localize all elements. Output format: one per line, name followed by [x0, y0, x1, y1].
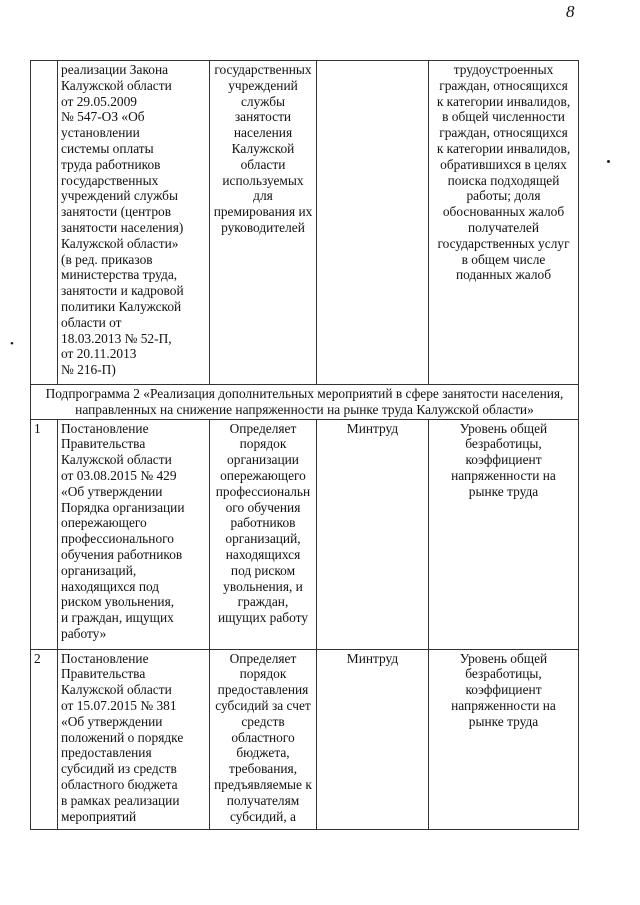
description-cell: государственных учреждений службы занятости населения Калужской области используемых для премирования их руководителей: [210, 61, 317, 385]
indicator-cell: Уровень общей безработицы, коэффициент напряженности на рынке труда: [429, 419, 579, 649]
row-number-cell: 1: [31, 419, 58, 649]
table-row: [31, 61, 579, 385]
table-row: [31, 419, 579, 649]
responsible-cell: Минтруд: [317, 419, 429, 649]
regulatory-acts-table: [30, 60, 579, 830]
responsible-cell: [317, 61, 429, 385]
document-cell: Постановление Правительства Калужской области от 03.08.2015 № 429 «Об утверждении Порядка организации опережающего профессионального обучения работников организаций, находящихся под риском увольнения, и граждан, ищущих работу»: [58, 419, 210, 649]
indicator-cell: трудоустроенных граждан, относящихся к категории инвалидов, в общей численности граждан, относящихся к категории инвалидов, обратившихся в целях поиска подходящей работы; доля обоснованных жалоб получателей государственных услуг в общем числе поданных жалоб: [429, 61, 579, 385]
indicator-cell: Уровень общей безработицы, коэффициент напряженности на рынке труда: [429, 649, 579, 829]
subprogram-heading: Подпрограмма 2 «Реализация дополнительных мероприятий в сфере занятости населения, направленных на снижение напряженности на рынке труда Калужской области»: [31, 385, 579, 420]
scan-speck: [607, 160, 610, 163]
margin-mark: •: [10, 338, 14, 350]
document-cell: реализации Закона Калужской области от 29.05.2009 № 547-ОЗ «Об установлении системы оплаты труда работников государственных учреждений службы занятости (центров занятости населения) Калужской области» (в ред. приказов министерства труда, занятости и кадровой политики Калужской области от 18.03.2013 № 52-П, от 20.11.2013 № 216-П): [58, 61, 210, 385]
description-cell: Определяет порядок организации опережающего профессиональн ого обучения работников организаций, находящихся под риском увольнения, и граждан, ищущих работу: [210, 419, 317, 649]
section-row: [31, 385, 579, 420]
responsible-cell: Минтруд: [317, 649, 429, 829]
description-cell: Определяет порядок предоставления субсидий за счет средств областного бюджета, требования, предъявляемые к получателям субсидий, а: [210, 649, 317, 829]
document-cell: Постановление Правительства Калужской области от 15.07.2015 № 381 «Об утверждении положений о порядке предоставления субсидий из средств областного бюджета в рамках реализации мероприятий: [58, 649, 210, 829]
page-number-mark: 8: [566, 2, 575, 21]
row-number-cell: [31, 61, 58, 385]
table-row: [31, 649, 579, 829]
row-number-cell: 2: [31, 649, 58, 829]
